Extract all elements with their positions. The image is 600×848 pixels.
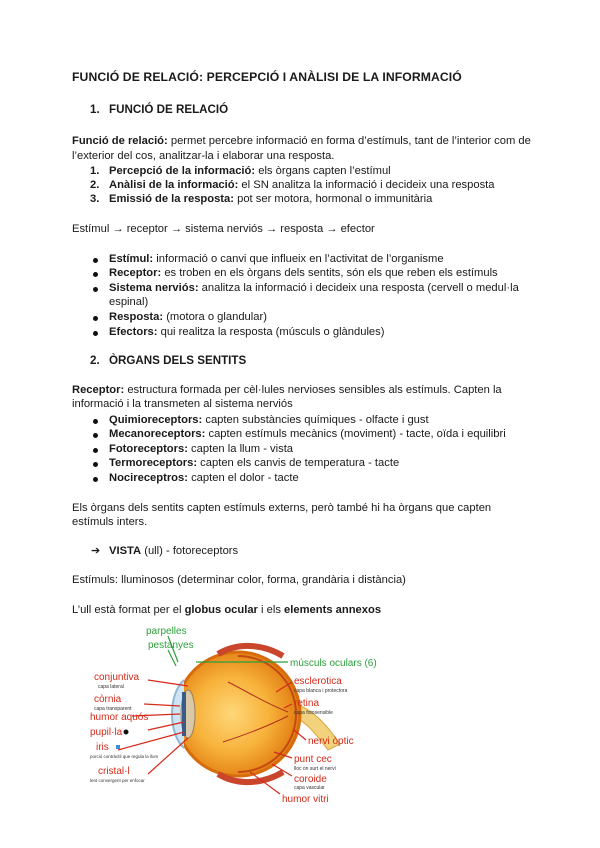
step-2: Anàlisi de la informació: el SN analitza la informació i decideix una resposta bbox=[109, 179, 495, 191]
bullet-dot bbox=[93, 316, 98, 321]
definition-text: permet percebre informació en forma d’estímuls, tant de l’interior com de bbox=[167, 135, 531, 147]
label-conjuntiva: conjuntiva bbox=[94, 672, 140, 683]
receptor-line-1: Receptor: estructura formada per cèl·lules nervioses sensibles als estímuls. Capten la bbox=[72, 384, 502, 396]
definition-line-1 bbox=[72, 134, 531, 148]
bullet-sistema-nervios-cont: espinal) bbox=[109, 296, 149, 308]
bullet-sistema-nervios: Sistema nerviós: analitza la informació i decideix una resposta (cervell o medul·la bbox=[109, 282, 519, 294]
bullet-dot bbox=[93, 272, 98, 277]
label-humor-vitri: humor vitri bbox=[282, 794, 329, 805]
label-coroide-sub: capa vascular bbox=[294, 785, 325, 791]
label-esclerotica: esclerotica bbox=[294, 676, 342, 687]
definition-term: Funció de relació: bbox=[72, 135, 168, 147]
label-coroide: coroide bbox=[294, 774, 327, 785]
bullet-resposta: Resposta: (motora o glandular) bbox=[109, 311, 267, 323]
label-punt-cec: punt cec bbox=[294, 754, 332, 765]
receptor-termo: Termoreceptors: capten els canvis de temperatura - tacte bbox=[109, 457, 400, 469]
label-muscul: músculs oculars (6) bbox=[290, 658, 377, 669]
receptor-line-2: informació i la transmeten al sistema nerviós bbox=[72, 398, 293, 410]
step-1: Percepció de la informació: els òrgans capten l’estímul bbox=[109, 165, 391, 177]
receptor-quimio: Quimioreceptors: capten substàncies químiques - olfacte i gust bbox=[109, 414, 429, 426]
label-cristall-sub: lent convergent per enfocar bbox=[90, 778, 145, 783]
arrow-icon: ➔ bbox=[91, 545, 101, 557]
bullet-receptor: Receptor: es troben en els òrgans dels sentits, són els que reben els estímuls bbox=[109, 267, 498, 279]
label-cristall: cristal·l bbox=[98, 766, 130, 777]
label-cornia-sub: capa transparent bbox=[94, 706, 132, 712]
label-retina: retina bbox=[294, 698, 320, 709]
definition-line-2: l’exterior del cos, analitzar-la i elaborar una resposta. bbox=[72, 150, 335, 162]
label-humor-aquos: humor aquós bbox=[90, 712, 149, 723]
ull-line: L’ull està format per el globus ocular i els elements annexos bbox=[72, 604, 382, 616]
label-iris-sub: porció contràctil que regula la llum bbox=[90, 754, 159, 759]
label-pestanyes: pestanyes bbox=[148, 640, 194, 651]
bullet-dot bbox=[93, 462, 98, 467]
bullet-dot bbox=[93, 258, 98, 263]
section-1-number: 1. bbox=[90, 103, 100, 116]
estimuls-line: Estímuls: lluminosos (determinar color, forma, grandària i distància) bbox=[72, 574, 406, 586]
step-3-number: 3. bbox=[90, 193, 100, 205]
flow-line: Estímul → receptor → sistema nerviós → resposta → efector bbox=[72, 223, 375, 235]
iris-shape bbox=[182, 692, 186, 736]
label-retina-sub: capa fotosensible bbox=[294, 710, 333, 716]
vista-line: VISTA (ull) - fotoreceptors bbox=[109, 545, 239, 557]
organs-paragraph-line-1: Els òrgans dels sentits capten estímuls externs, però també hi ha òrgans que capten bbox=[72, 502, 492, 514]
page-title: FUNCIÓ DE RELACIÓ: PERCEPCIÓ I ANÀLISI DE LA INFORMACIÓ bbox=[72, 70, 462, 84]
section-2-heading: ÒRGANS DELS SENTITS bbox=[109, 354, 247, 367]
section-1-heading: FUNCIÓ DE RELACIÓ bbox=[109, 103, 229, 116]
receptor-mecano: Mecanoreceptors: capten estímuls mecànics (moviment) - tacte, oïda i equilibri bbox=[109, 428, 506, 440]
label-pupila: pupil·la bbox=[90, 727, 123, 738]
organs-paragraph-line-2: estímuls inters. bbox=[72, 516, 148, 528]
receptor-noci: Nocireceptros: capten el dolor - tacte bbox=[109, 472, 299, 484]
pupil-marker bbox=[124, 730, 129, 735]
label-parpelles: parpelles bbox=[146, 626, 187, 637]
eye-diagram bbox=[88, 622, 388, 808]
bullet-dot bbox=[93, 433, 98, 438]
section-2-number: 2. bbox=[90, 354, 100, 367]
label-esclerotica-sub: capa blanca i protectora bbox=[294, 688, 348, 694]
bullet-dot bbox=[93, 331, 98, 336]
bullet-dot bbox=[93, 419, 98, 424]
label-conjuntiva-sub: capa lateral bbox=[98, 684, 124, 690]
label-nervi-optic: nervi òptic bbox=[308, 736, 354, 747]
step-2-number: 2. bbox=[90, 179, 100, 191]
bullet-estimul: Estímul: informació o canvi que influeix en l’activitat de l’organisme bbox=[109, 253, 444, 265]
bullet-dot bbox=[93, 448, 98, 453]
step-1-number: 1. bbox=[90, 165, 100, 177]
label-cornia: còrnia bbox=[94, 694, 122, 705]
step-3: Emissió de la resposta: pot ser motora, hormonal o immunitària bbox=[109, 193, 433, 205]
iris-marker bbox=[116, 745, 120, 749]
bullet-dot bbox=[93, 287, 98, 292]
label-iris: iris bbox=[96, 742, 109, 753]
receptor-foto: Fotoreceptors: capten la llum - vista bbox=[109, 443, 294, 455]
bullet-efectors: Efectors: qui realitza la resposta (músculs o glàndules) bbox=[109, 326, 385, 338]
label-punt-cec-sub: lloc on surt el nervi bbox=[294, 766, 336, 772]
bullet-dot bbox=[93, 477, 98, 482]
